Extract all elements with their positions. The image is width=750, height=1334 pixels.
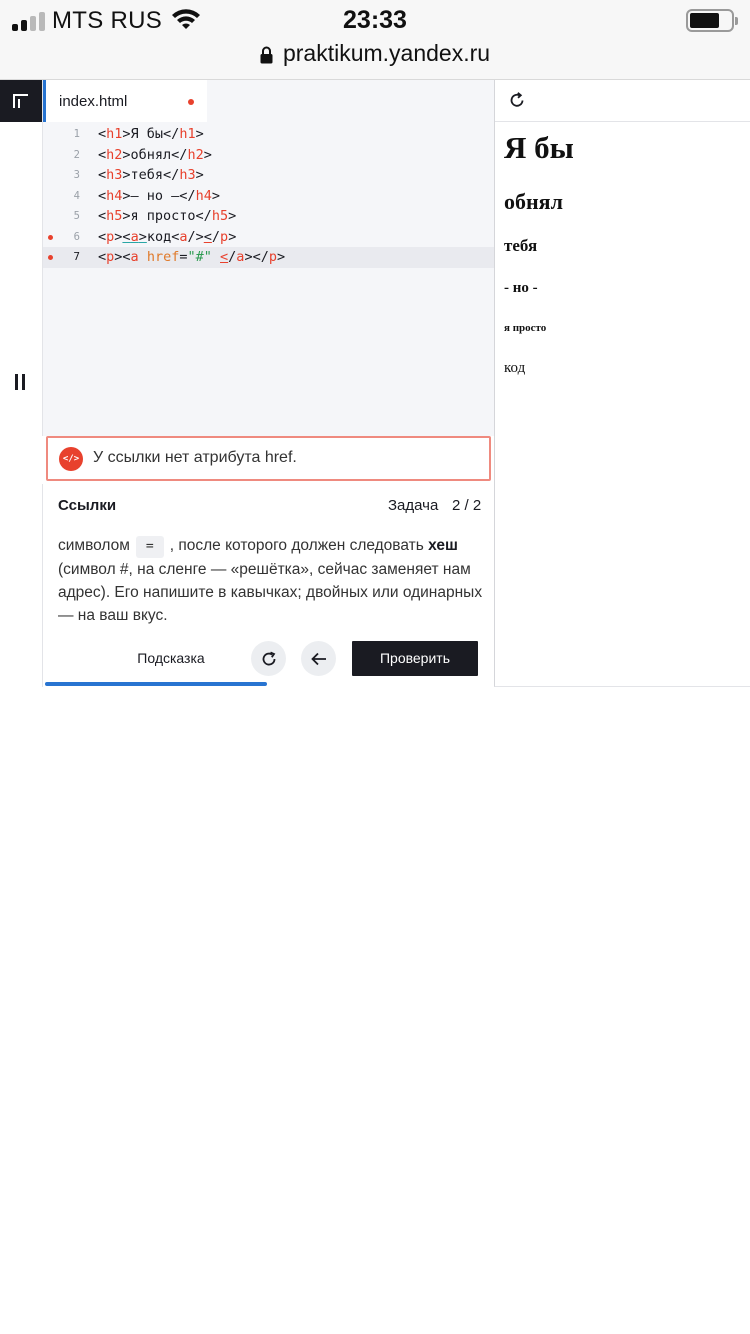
code-line[interactable] <box>43 227 495 248</box>
code-lines[interactable] <box>43 124 495 268</box>
preview-h1: Я бы <box>504 130 574 165</box>
task-title: Ссылки <box>58 497 117 514</box>
line-text: <h1>Я бы</h1> <box>98 126 204 142</box>
back-button[interactable] <box>301 641 336 676</box>
line-text: <h3>тебя</h3> <box>98 167 204 183</box>
check-button[interactable]: Проверить <box>352 641 478 676</box>
code-editor[interactable] <box>42 80 494 436</box>
address-bar[interactable] <box>0 40 750 67</box>
task-text-middle: , после которого должен следовать <box>169 537 424 554</box>
code-line[interactable] <box>43 206 495 227</box>
preview-link-text[interactable]: код <box>504 360 526 376</box>
preview-toolbar <box>495 80 750 122</box>
code-line[interactable] <box>43 124 495 145</box>
code-line[interactable] <box>43 165 495 186</box>
panel-icon <box>12 93 30 109</box>
pause-icon[interactable] <box>15 374 27 390</box>
carrier-name: MTS RUS <box>52 7 163 34</box>
reset-button[interactable] <box>251 641 286 676</box>
progress-bar <box>45 682 267 686</box>
line-text: <p><a href="#" </a></p> <box>98 249 286 265</box>
preview-h3: тебя <box>504 236 538 255</box>
tab-label: index.html <box>59 93 128 110</box>
line-text: <h4>– но –</h4> <box>98 187 220 204</box>
code-line[interactable] <box>43 145 495 166</box>
code-snippet: = <box>136 536 164 558</box>
line-number: 6 <box>73 230 80 243</box>
preview-h5: я просто <box>504 322 547 334</box>
line-number: 1 <box>73 128 80 140</box>
task-label: Задача <box>388 497 439 514</box>
task-text-after: (символ #, на сленге — «решётка», сейчас заменяет нам адрес). Его напишите в кавычках; двойных или одинарных — на ваш вкус. <box>58 561 483 624</box>
lock-icon <box>260 46 273 64</box>
error-message: У ссылки нет атрибута href. <box>93 449 297 466</box>
hint-button[interactable]: Подсказка <box>121 641 221 675</box>
preview-h4: - но - <box>504 280 538 296</box>
task-text-before: символом <box>58 537 130 554</box>
left-rail <box>0 80 42 687</box>
status-bar <box>0 0 750 80</box>
line-number: 2 <box>73 148 80 161</box>
line-number: 5 <box>73 210 80 222</box>
tab-index-html[interactable] <box>43 80 207 122</box>
task-description <box>58 534 488 627</box>
reset-icon <box>260 650 278 668</box>
line-number: 7 <box>73 250 80 263</box>
unsaved-indicator <box>188 99 194 105</box>
status-time: 23:33 <box>343 6 407 34</box>
code-error-icon: </> <box>59 447 83 471</box>
arrow-left-icon <box>311 652 327 666</box>
line-number: 4 <box>73 189 80 202</box>
url-text: praktikum.yandex.ru <box>282 40 491 66</box>
menu-toggle-button[interactable] <box>0 80 42 122</box>
preview-h2: обнял <box>504 189 563 214</box>
preview-pane <box>494 80 750 687</box>
error-banner <box>46 436 491 481</box>
task-counter: 2 / 2 <box>452 497 482 514</box>
line-number: 3 <box>73 169 80 181</box>
code-line[interactable] <box>43 186 495 207</box>
refresh-icon[interactable] <box>508 91 526 109</box>
task-panel <box>42 484 494 687</box>
line-text: <h5>я просто</h5> <box>98 208 237 224</box>
line-text: <h2>обнял</h2> <box>98 146 212 163</box>
line-text: <p><a>код<a/></p> <box>98 228 237 245</box>
task-text-bold: хеш <box>428 537 458 554</box>
battery-icon <box>686 9 734 32</box>
code-line-active[interactable] <box>43 247 495 268</box>
